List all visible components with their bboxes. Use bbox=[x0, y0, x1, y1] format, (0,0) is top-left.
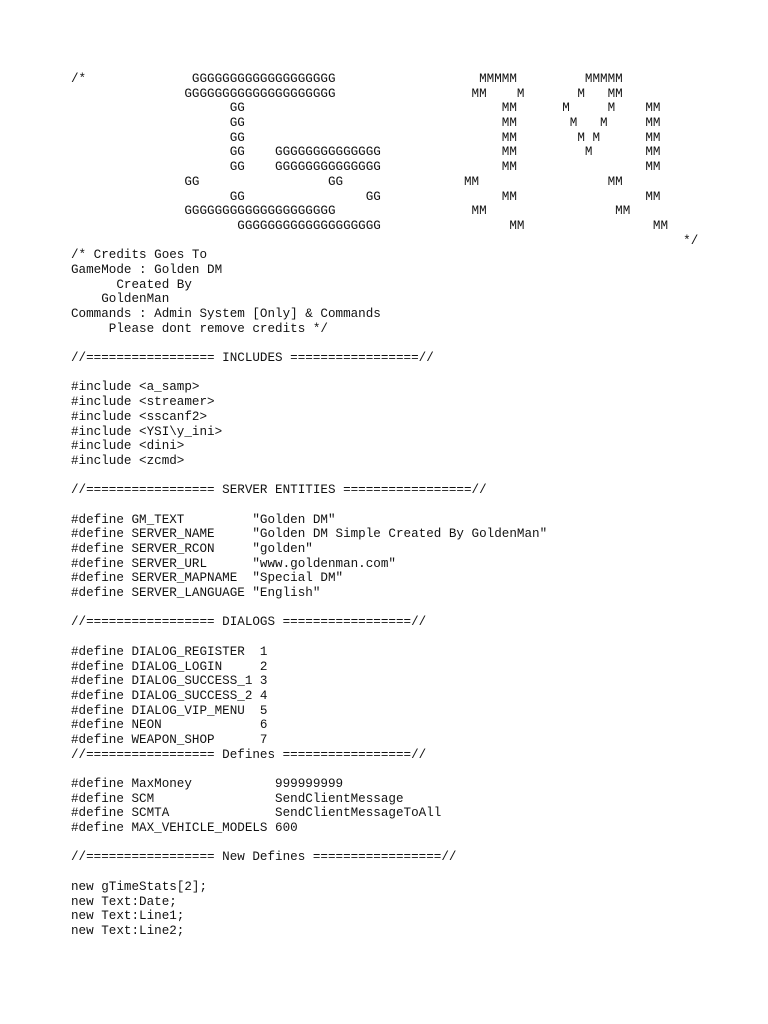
code-line: new Text:Line2; bbox=[71, 923, 185, 938]
code-line: #define SERVER_URL "www.goldenman.com" bbox=[71, 556, 396, 571]
code-line: #define GM_TEXT "Golden DM" bbox=[71, 512, 336, 527]
code-line: #define DIALOG_REGISTER 1 bbox=[71, 644, 268, 659]
code-line: #define MAX_VEHICLE_MODELS 600 bbox=[71, 821, 298, 836]
code-line: #define DIALOG_SUCCESS_1 3 bbox=[71, 674, 268, 689]
code-line: GoldenMan bbox=[71, 292, 170, 307]
code-line: #define SCMTA SendClientMessageToAll bbox=[71, 806, 442, 821]
code-line: //================= DIALOGS =================// bbox=[71, 615, 427, 630]
code-line: //================= Defines =================// bbox=[71, 747, 427, 762]
code-line: #define SERVER_LANGUAGE "English" bbox=[71, 586, 321, 601]
code-line: #define DIALOG_SUCCESS_2 4 bbox=[71, 688, 268, 703]
code-line: #include <zcmd> bbox=[71, 453, 185, 468]
code-line: //================= INCLUDES =================// bbox=[71, 351, 434, 366]
code-line: #include <a_samp> bbox=[71, 380, 200, 395]
code-line: new gTimeStats[2]; bbox=[71, 879, 208, 894]
code-line: //================= New Defines =================// bbox=[71, 850, 457, 865]
code-line bbox=[71, 762, 751, 777]
code-line: #define SERVER_NAME "Golden DM Simple Created By GoldenMan" bbox=[71, 527, 548, 542]
code-line: GGGGGGGGGGGGGGGGGGG MM MM bbox=[71, 218, 669, 233]
code-line bbox=[71, 336, 751, 351]
code-line: #define MaxMoney 999999999 bbox=[71, 777, 344, 791]
code-line: //================= SERVER ENTITIES =================// bbox=[71, 483, 487, 498]
code-line: #include <streamer> bbox=[71, 395, 215, 410]
code-line bbox=[71, 366, 751, 381]
code-line: Commands : Admin System [Only] & Commands bbox=[71, 307, 381, 321]
code-line: GG MM M M MM bbox=[71, 130, 661, 145]
code-line: new Text:Line1; bbox=[71, 909, 185, 924]
code-line: Please dont remove credits */ bbox=[71, 321, 328, 336]
code-line: GG GGGGGGGGGGGGGG MM M MM bbox=[71, 145, 661, 160]
code-line: #define SCM SendClientMessage bbox=[71, 791, 404, 806]
code-line: #define DIALOG_VIP_MENU 5 bbox=[71, 703, 268, 718]
code-line: GG GGGGGGGGGGGGGG MM MM bbox=[71, 160, 661, 175]
code-line: GameMode : Golden DM bbox=[71, 262, 223, 277]
code-line: #include <YSI\y_ini> bbox=[71, 424, 223, 439]
code-line: #define SERVER_MAPNAME "Special DM" bbox=[71, 571, 344, 586]
code-line: /* GGGGGGGGGGGGGGGGGGG MMMMM MMMMM bbox=[71, 72, 623, 86]
code-line: /* Credits Goes To bbox=[71, 248, 208, 263]
code-line: #define NEON 6 bbox=[71, 718, 268, 733]
code-line: GG MM M M MM bbox=[71, 101, 661, 116]
code-line bbox=[71, 498, 751, 513]
code-line: GGGGGGGGGGGGGGGGGGGG MM MM bbox=[71, 204, 631, 219]
code-line: GG GG MM MM bbox=[71, 189, 661, 204]
code-line bbox=[71, 865, 751, 880]
code-line: #define SERVER_RCON "golden" bbox=[71, 542, 313, 556]
source-code-block bbox=[71, 72, 751, 939]
code-line: GGGGGGGGGGGGGGGGGGGG MM M M MM bbox=[71, 86, 623, 101]
code-line bbox=[71, 630, 751, 645]
code-line: #include <sscanf2> bbox=[71, 409, 208, 424]
code-line: GG MM M M MM bbox=[71, 116, 661, 131]
code-line: */ bbox=[71, 233, 699, 248]
code-line: #include <dini> bbox=[71, 439, 185, 454]
code-line: #define DIALOG_LOGIN 2 bbox=[71, 659, 268, 674]
code-line bbox=[71, 836, 751, 851]
code-line: new Text:Date; bbox=[71, 894, 177, 909]
code-line: GG GG MM MM bbox=[71, 174, 623, 189]
code-line: #define WEAPON_SHOP 7 bbox=[71, 732, 268, 747]
code-line bbox=[71, 601, 751, 616]
code-line: Created By bbox=[71, 277, 192, 292]
code-line bbox=[71, 469, 751, 484]
